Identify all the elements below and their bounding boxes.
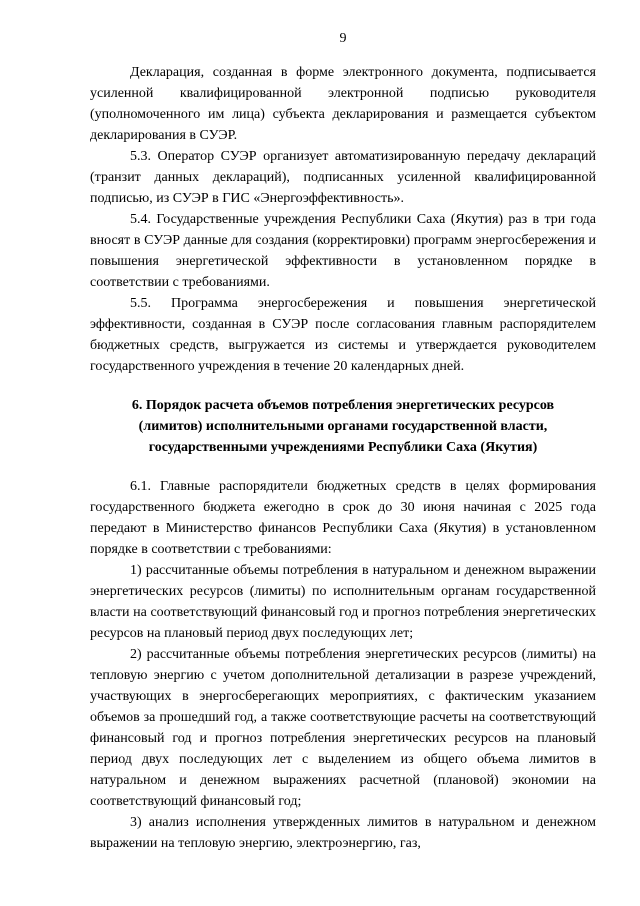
- paragraph-5-4: 5.4. Государственные учреждения Республики Саха (Якутия) раз в три года вносят в СУЭР данные для создания (корректировки) программ энергосбережения и повышения энергетической эффективности в установленном порядке в соответствии с требованиями.: [90, 212, 596, 290]
- list-item-1: 1) рассчитанные объемы потребления в натуральном и денежном выражении энергетических ресурсов (лимиты) по исполнительным органам государственной власти на соответствующий финансовый год и прогноз потребления энергетических ресурсов на плановый период двух последующих лет;: [90, 563, 596, 641]
- list-item-2: 2) рассчитанные объемы потребления энергетических ресурсов (лимиты) на тепловую энергию с учетом дополнительной детализации в разрезе учреждений, участвующих в энергосберегающих мероприятиях, с фактическим указанием объемов за прошедший год, а также соответствующие расчеты на соответствующий финансовый год и прогноз потребления энергетических ресурсов на плановый период двух последующих лет с выделением из общего объема лимитов в натуральном и денежном выражениях расчетной (плановой) экономии на соответствующий финансовый год;: [90, 647, 596, 809]
- paragraph-5-5: 5.5. Программа энергосбережения и повышения энергетической эффективности, созданная в СУЭР после согласования главным распорядителем бюджетных средств, выгружается из системы и утверждается руководителем государственного учреждения в течение 20 календарных дней.: [90, 296, 596, 374]
- paragraph-5-3: 5.3. Оператор СУЭР организует автоматизированную передачу деклараций (транзит данных деклараций), подписанных усиленной квалифицированной подписью, из СУЭР в ГИС «Энергоэффективность».: [90, 149, 596, 206]
- section-6-heading: [90, 395, 596, 458]
- page-number: 9: [339, 31, 347, 46]
- section-6-heading-line-3: государственными учреждениями Республики Саха (Якутия): [148, 440, 538, 455]
- section-6-heading-line-1: 6. Порядок расчета объемов потребления энергетических ресурсов: [131, 398, 555, 413]
- paragraph-6-1: 6.1. Главные распорядители бюджетных средств в целях формирования государственного бюджета ежегодно в срок до 30 июня начиная с 2025 года передают в Министерство финансов Республики Саха (Якутия) в установленном порядке в соответствии с требованиями:: [90, 479, 596, 557]
- section-6-heading-line-2: (лимитов) исполнительными органами государственной власти,: [138, 419, 548, 434]
- list-item-3: 3) анализ исполнения утвержденных лимитов в натуральном и денежном выражении на тепловую энергию, электроэнергию, газ,: [90, 815, 596, 851]
- paragraph-declaration-signature: Декларация, созданная в форме электронного документа, подписывается усиленной квалифицированной электронной подписью руководителя (уполномоченного им лица) субъекта декларирования и размещается субъектом декларирования в СУЭР.: [90, 65, 596, 143]
